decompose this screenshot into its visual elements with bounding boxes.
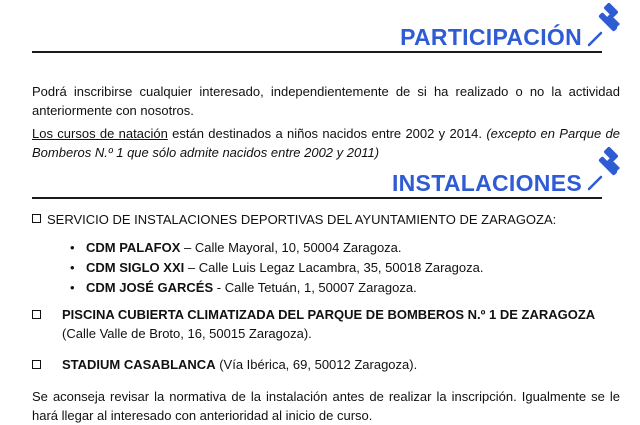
participacion-title: PARTICIPACIÓN [400, 24, 582, 50]
closing-paragraph: Se aconseja revisar la normativa de la instalación antes de realizar la inscripción. Igualmente se le hará llegar al interesado con anterioridad al inicio de curso. [32, 389, 620, 423]
stadium-item [32, 355, 620, 374]
cdm-separator: – [184, 260, 199, 275]
checkbox-icon [32, 214, 41, 223]
stadium-text [32, 355, 620, 374]
cdm-address: Calle Tetuán, 1, 50007 Zaragoza. [224, 280, 417, 295]
participacion-rule [32, 51, 602, 53]
piscina-text [32, 305, 620, 343]
participacion-paragraph-1: Podrá inscribirse cualquier interesado, independientemente de si ha realizado o no la actividad anteriormente con nosotros. [32, 84, 620, 118]
cdm-list [70, 238, 483, 298]
piscina-address: (Calle Valle de Broto, 16, 50015 Zaragoza). [62, 326, 312, 341]
cdm-name: CDM SIGLO XXI [86, 260, 185, 275]
stadium-name: STADIUM CASABLANCA [62, 357, 216, 372]
cdm-separator: - [213, 280, 225, 295]
instalaciones-header [32, 146, 632, 198]
servicio-item [32, 210, 620, 229]
list-item [70, 258, 483, 278]
cdm-name: CDM PALAFOX [86, 240, 181, 255]
cdm-address: Calle Mayoral, 10, 50004 Zaragoza. [194, 240, 402, 255]
servicio-label: SERVICIO DE INSTALACIONES DEPORTIVAS DEL AYUNTAMIENTO DE ZARAGOZA: [47, 212, 557, 227]
list-item [70, 278, 483, 298]
pushpin-icon [584, 2, 632, 50]
cdm-name: CDM JOSÉ GARCÉS [86, 280, 214, 295]
piscina-name: PISCINA CUBIERTA CLIMATIZADA DEL PARQUE DE BOMBEROS N.º 1 DE ZARAGOZA [62, 307, 596, 322]
instalaciones-rule [32, 197, 602, 199]
checkbox-icon [32, 310, 41, 319]
cdm-separator: – [180, 240, 195, 255]
participacion-header [32, 2, 632, 54]
instalaciones-title: INSTALACIONES [391, 170, 582, 196]
piscina-item [32, 305, 620, 343]
participacion-note: (excepto en Parque de Bomberos N.º 1 que sólo admite nacidos entre 2002 y 2011) [32, 126, 620, 160]
list-item [70, 238, 483, 258]
cdm-address: Calle Luis Legaz Lacambra, 35, 50018 Zaragoza. [198, 260, 484, 275]
cursos-natacion-link[interactable]: Los cursos de natación [32, 126, 168, 141]
stadium-address: (Vía Ibérica, 69, 50012 Zaragoza). [215, 357, 418, 372]
checkbox-icon [32, 360, 41, 369]
pushpin-icon [584, 146, 632, 194]
participacion-age-text: están destinados a niños nacidos entre 2002 y 2014. [167, 126, 487, 141]
